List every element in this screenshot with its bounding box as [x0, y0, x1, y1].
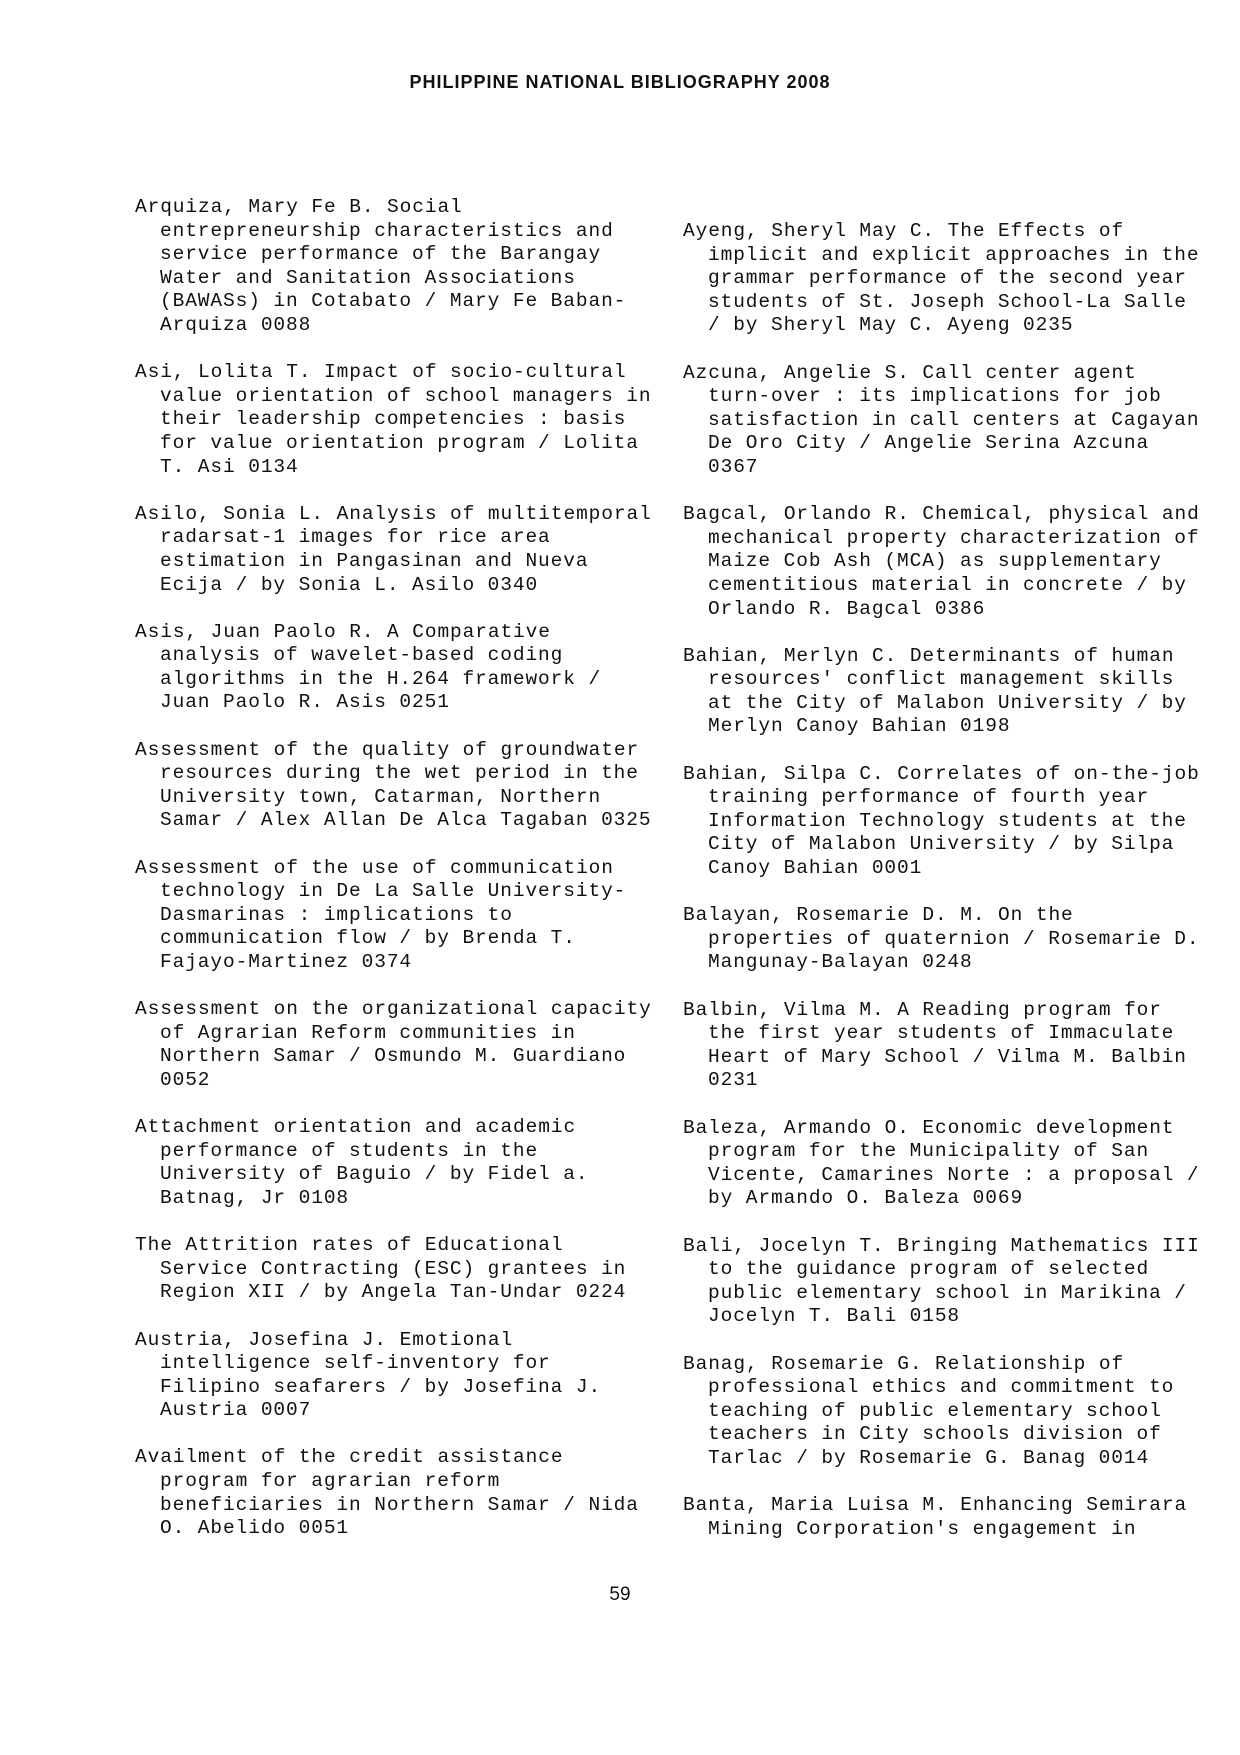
bibliography-entry: Bahian, Silpa C. Correlates of on-the-job training performance of fourth year Information Technology students at the City of Malabon University / by Silpa Canoy Bahian 0001 [683, 762, 1213, 880]
bibliography-entry: Austria, Josefina J. Emotional intelligence self-inventory for Filipino seafarers / by Josefina J. Austria 0007 [135, 1328, 614, 1422]
bibliography-entry: Bahian, Merlyn C. Determinants of human resources' conflict management skills at the City of Malabon University / by Merlyn Canoy Bahian 0198 [683, 644, 1200, 738]
bibliography-entry: Banta, Maria Luisa M. Enhancing Semirara Mining Corporation's engagement in [683, 1494, 1200, 1540]
bibliography-entry: Arquiza, Mary Fe B. Social entrepreneurship characteristics and service performance of the Barangay Water and Sanitation Associations (BAWASs) in Cotabato / Mary Fe Baban-Arquiza 0088 [135, 196, 627, 336]
bibliography-entry: Assessment of the quality of groundwater resources during the wet period in the University town, Catarman, Northern Samar / Alex Allan De Alca Tagaban 0325 [135, 738, 652, 832]
bibliography-entry: The Attrition rates of Educational Service Contracting (ESC) grantees in Region XII / by Angela Tan-Undar 0224 [135, 1234, 639, 1304]
bibliography-entry: Assessment of the use of communication technology in De La Salle University-Dasmarinas : implications to communication flow / by Brenda T. Fajayo-Martinez 0374 [135, 856, 627, 973]
bibliography-entry: Balayan, Rosemarie D. M. On the properties of quaternion / Rosemarie D. Mangunay-Balayan 0248 [683, 904, 1213, 974]
bibliography-entry: Asi, Lolita T. Impact of socio-cultural value orientation of school managers in their leadership competencies : basis for value orientation program / Lolita T. Asi 0134 [135, 361, 665, 478]
bibliography-entry: Assessment on the organizational capacity of Agrarian Reform communities in Northern Samar / Osmundo M. Guardiano 0052 [135, 998, 665, 1091]
bibliography-entry: Availment of the credit assistance program for agrarian reform beneficiaries in Northern Samar / Nida O. Abelido 0051 [135, 1446, 652, 1540]
page-number: 59 [609, 1584, 631, 1605]
bibliography-entry: Asis, Juan Paolo R. A Comparative analysis of wavelet-based coding algorithms in the H.264 framework / Juan Paolo R. Asis 0251 [135, 620, 614, 714]
bibliography-entry: Azcuna, Angelie S. Call center agent turn-over : its implications for job satisfaction in call centers at Cagayan De Oro City / Angelie Serina Azcuna 0367 [683, 361, 1213, 478]
bibliography-entry: Baleza, Armando O. Economic development program for the Municipality of San Vicente, Camarines Norte : a proposal / by Armando O. Baleza 0069 [683, 1116, 1213, 1210]
bibliography-entry: Asilo, Sonia L. Analysis of multitemporal radarsat-1 images for rice area estimation in Pangasinan and Nueva Ecija / by Sonia L. Asilo 0340 [135, 502, 665, 596]
page-header: PHILIPPINE NATIONAL BIBLIOGRAPHY 2008 [409, 72, 831, 92]
bibliography-entry: Bagcal, Orlando R. Chemical, physical and mechanical property characterization of Maize Cob Ash (MCA) as supplementary cementitious material in concrete / by Orlando R. Bagcal 0386 [683, 503, 1213, 620]
bibliography-entry: Banag, Rosemarie G. Relationship of professional ethics and commitment to teaching of public elementary school teachers in City schools division of Tarlac / by Rosemarie G. Banag 0014 [683, 1352, 1187, 1469]
bibliography-entry: Attachment orientation and academic performance of students in the University of Baguio / by Fidel a. Batnag, Jr 0108 [135, 1116, 602, 1209]
bibliography-entry: Ayeng, Sheryl May C. The Effects of implicit and explicit approaches in the grammar performance of the second year students of St. Joseph School-La Salle / by Sheryl May C. Ayeng 0235 [683, 220, 1213, 337]
bibliography-entry: Balbin, Vilma M. A Reading program for the first year students of Immaculate Heart of Mary School / Vilma M. Balbin 0231 [683, 998, 1200, 1092]
bibliography-entry: Bali, Jocelyn T. Bringing Mathematics III to the guidance program of selected public elementary school in Marikina / Jocelyn T. Bali 0158 [683, 1234, 1213, 1328]
right-column [683, 220, 1213, 1565]
left-column [135, 196, 665, 1564]
